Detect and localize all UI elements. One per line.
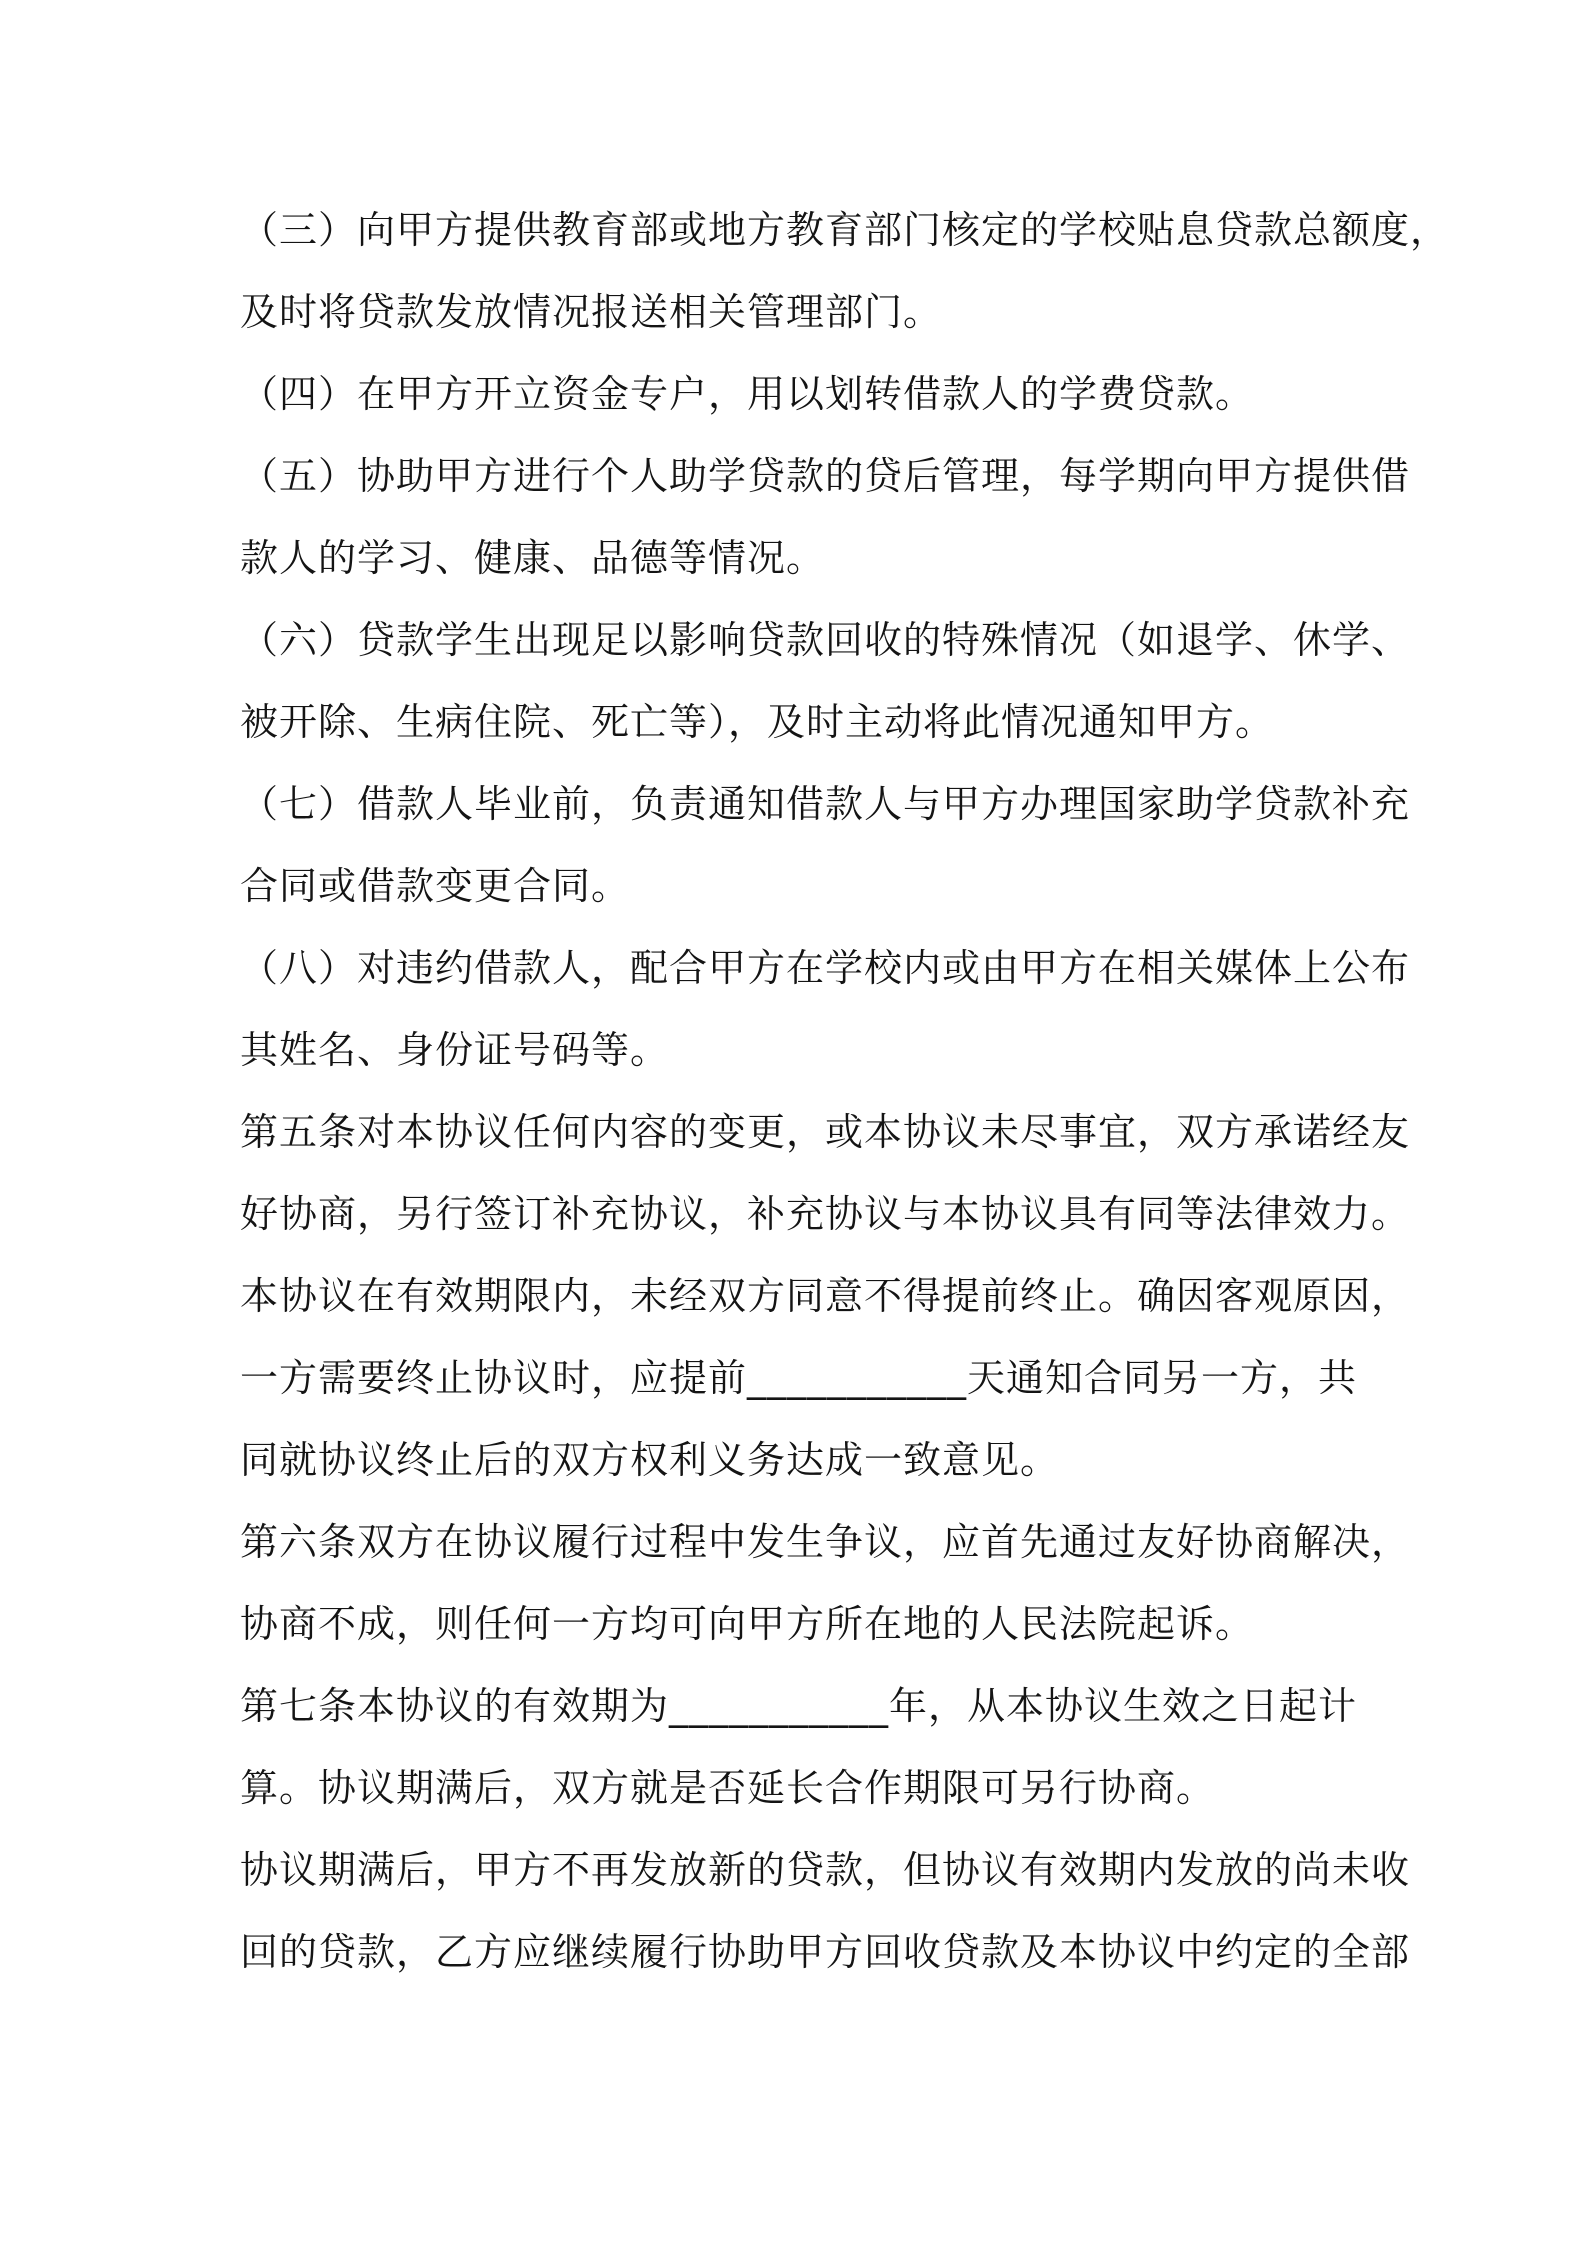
text-line: 好协商，另行签订补充协议，补充协议与本协议具有同等法律效力。 [240, 1192, 1411, 1236]
text-line: 本协议在有效期限内，未经双方同意不得提前终止。确因客观原因， [240, 1274, 1411, 1318]
text-line: 第七条本协议的有效期为___________年，从本协议生效之日起计 [240, 1684, 1358, 1728]
text-line: 款人的学习、健康、品德等情况。 [240, 536, 826, 580]
text-line: （六）贷款学生出现足以影响贷款回收的特殊情况（如退学、休学、 [240, 618, 1411, 662]
text-line: 其姓名、身份证号码等。 [240, 1028, 670, 1072]
text-line: 合同或借款变更合同。 [240, 864, 631, 908]
text-line: 回的贷款，乙方应继续履行协助甲方回收贷款及本协议中约定的全部 [240, 1930, 1411, 1974]
text-line: （四）在甲方开立资金专户，用以划转借款人的学费贷款。 [240, 372, 1255, 416]
text-line: 被开除、生病住院、死亡等），及时主动将此情况通知甲方。 [240, 700, 1275, 744]
text-line: （八）对违约借款人，配合甲方在学校内或由甲方在相关媒体上公布 [240, 946, 1411, 990]
text-line: （三）向甲方提供教育部或地方教育部门核定的学校贴息贷款总额度， [240, 208, 1450, 252]
text-line: （七）借款人毕业前，负责通知借款人与甲方办理国家助学贷款补充 [240, 782, 1411, 826]
text-line: 第五条对本协议任何内容的变更，或本协议未尽事宜，双方承诺经友 [240, 1110, 1411, 1154]
text-line: 第六条双方在协议履行过程中发生争议，应首先通过友好协商解决， [240, 1520, 1411, 1564]
text-line: 算。协议期满后，双方就是否延长合作期限可另行协商。 [240, 1766, 1216, 1810]
text-line: 协商不成，则任何一方均可向甲方所在地的人民法院起诉。 [240, 1602, 1255, 1646]
text-line: 一方需要终止协议时，应提前___________天通知合同另一方，共 [240, 1356, 1358, 1400]
text-line: 协议期满后，甲方不再发放新的贷款，但协议有效期内发放的尚未收 [240, 1848, 1411, 1892]
text-line: （五）协助甲方进行个人助学贷款的贷后管理，每学期向甲方提供借 [240, 454, 1411, 498]
text-line: 同就协议终止后的双方权利义务达成一致意见。 [240, 1438, 1060, 1482]
text-line: 及时将贷款发放情况报送相关管理部门。 [240, 290, 943, 334]
